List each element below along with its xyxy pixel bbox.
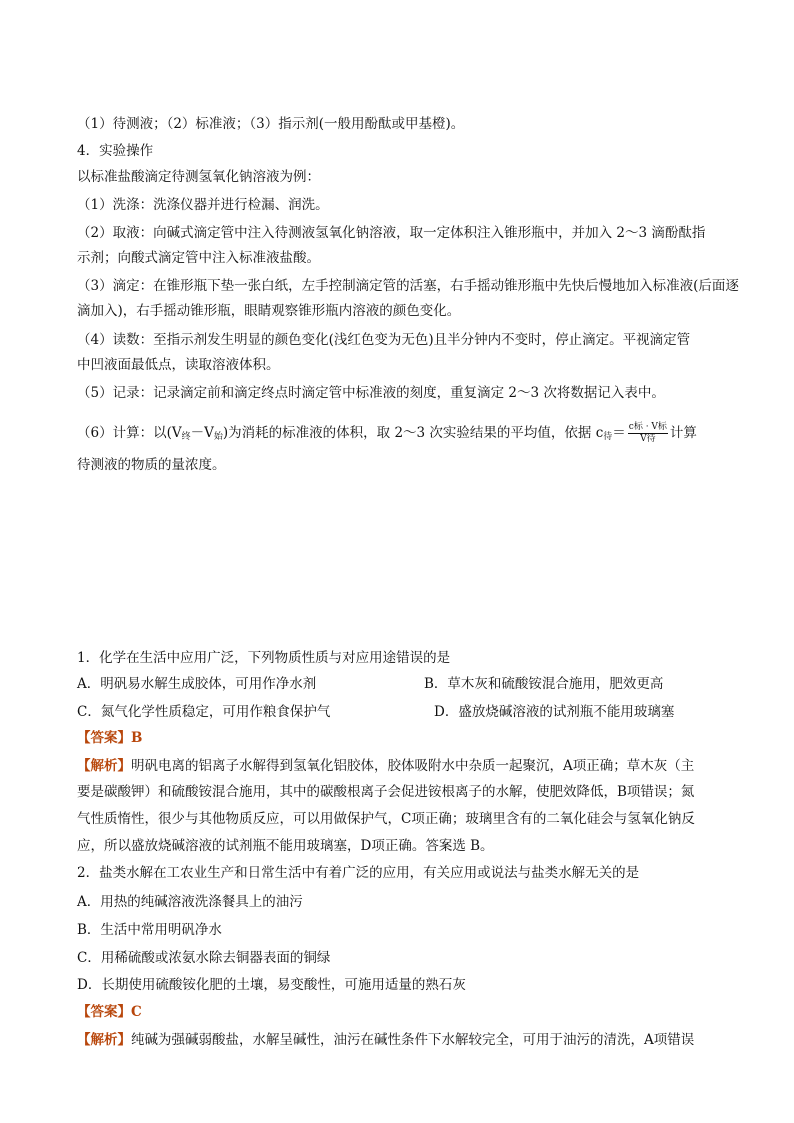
question-2-option-c: C．用稀硫酸或浓氨水除去铜器表面的铜绿 — [77, 950, 331, 966]
question-2-option-a: A．用热的纯碱溶液洗涤餐具上的油污 — [77, 894, 303, 910]
concentration-formula — [628, 422, 668, 445]
question-2-stem: 2．盐类水解在工农业生产和日常生活中有着广泛的应用，有关应用或说法与盐类水解无关的是 — [77, 865, 640, 881]
analysis-tag: 【解析】 — [77, 1032, 131, 1048]
step-6-text-mid1: －V — [190, 425, 214, 441]
answer-value: B — [131, 730, 143, 746]
section-heading: 4．实验操作 — [77, 143, 154, 159]
step-1: （1）洗涤：洗涤仪器并进行检漏、润洗。 — [77, 197, 329, 213]
option-b: B．草木灰和硫酸铵混合施用，肥效更高 — [424, 676, 664, 692]
question-1-options-ab — [77, 674, 745, 694]
option-c: C．氮气化学性质稳定，可用作粮食保护气 — [77, 704, 331, 720]
formula-numerator: c标 · V标 — [628, 422, 667, 432]
step-3-line-1: （3）滴定：在锥形瓶下垫一张白纸，左手控制滴定管的活塞，右手摇动锥形瓶中先快后慢地加入标准液(后面逐 — [77, 278, 739, 294]
formula-denominator: V待 — [640, 434, 656, 444]
analysis-tag: 【解析】 — [77, 758, 131, 774]
step-4-line-2: 中凹液面最低点，读取溶液体积。 — [77, 357, 280, 373]
analysis-text: 纯碱为强碱弱酸盐，水解呈碱性，油污在碱性条件下水解较完全，可用于油污的清洗，A项错误 — [131, 1032, 695, 1048]
analysis-text: 明矾电离的铝离子水解得到氢氧化铝胶体，胶体吸附水中杂质一起聚沉，A项正确；草木灰（主 — [131, 758, 695, 774]
question-2-answer — [77, 1002, 745, 1022]
reagents-line: （1）待测液；（2）标准液；（3）指示剂(一般用酚酞或甲基橙)。 — [77, 116, 465, 132]
question-1-analysis-2: 要是碳酸钾）和硫酸铵混合施用，其中的碳酸根离子会促进铵根离子的水解，使肥效降低，B项错误；氮 — [77, 784, 695, 800]
step-6-line-2: 待测液的物质的量浓度。 — [77, 457, 226, 473]
option-a: A．明矾易水解生成胶体，可用作净水剂 — [77, 676, 317, 692]
question-1-analysis-1 — [77, 756, 745, 776]
step-2-line-1: （2）取液：向碱式滴定管中注入待测液氢氧化钠溶液，取一定体积注入锥形瓶中，并加入 2～3 滴酚酞指 — [77, 225, 706, 241]
step-3-line-2: 滴加入)，右手摇动锥形瓶，眼睛观察锥形瓶内溶液的颜色变化。 — [77, 303, 461, 319]
question-1-answer — [77, 728, 745, 748]
question-1-options-cd — [77, 702, 745, 722]
answer-tag: 【答案】 — [77, 730, 131, 746]
question-2-option-d: D．长期使用硫酸铵化肥的土壤，易变酸性，可施用适量的熟石灰 — [77, 977, 466, 993]
subscript-end: 终 — [181, 432, 191, 442]
intro-line: 以标准盐酸滴定待测氢氧化钠溶液为例： — [77, 169, 320, 185]
subscript-pending: 待 — [603, 432, 613, 442]
step-6-line-1 — [77, 422, 745, 447]
question-1-stem: 1．化学在生活中应用广泛，下列物质性质与对应用途错误的是 — [77, 650, 451, 666]
question-2-analysis-1 — [77, 1030, 745, 1050]
step-6-text-post: 计算 — [669, 425, 697, 441]
answer-value: C — [131, 1004, 142, 1020]
step-2-line-2: 示剂；向酸式滴定管中注入标准液盐酸。 — [77, 250, 320, 266]
step-6-text-pre: （6）计算：以(V — [77, 425, 182, 441]
equals-sign: ＝ — [612, 425, 626, 441]
question-2-option-b: B．生活中常用明矾净水 — [77, 922, 222, 938]
step-5: （5）记录：记录滴定前和滴定终点时滴定管中标准液的刻度，重复滴定 2～3 次将数据记入表中。 — [77, 385, 665, 401]
question-1-analysis-4: 应，所以盛放烧碱溶液的试剂瓶不能用玻璃塞，D项正确。答案选 B。 — [77, 838, 494, 854]
step-6-text-mid2: )为消耗的标准液的体积，取 2～3 次实验结果的平均值，依据 c — [222, 425, 604, 441]
question-1-analysis-3: 气性质惰性，很少与其他物质反应，可以用做保护气，C项正确；玻璃里含有的二氧化硅会与氢氧化钠反 — [77, 811, 695, 827]
step-4-line-1: （4）读数：至指示剂发生明显的颜色变化(浅红色变为无色)且半分钟内不变时，停止滴定。平视滴定管 — [77, 332, 691, 348]
answer-tag: 【答案】 — [77, 1004, 131, 1020]
option-d: D．盛放烧碱溶液的试剂瓶不能用玻璃塞 — [434, 704, 675, 720]
subscript-start: 始 — [213, 432, 223, 442]
